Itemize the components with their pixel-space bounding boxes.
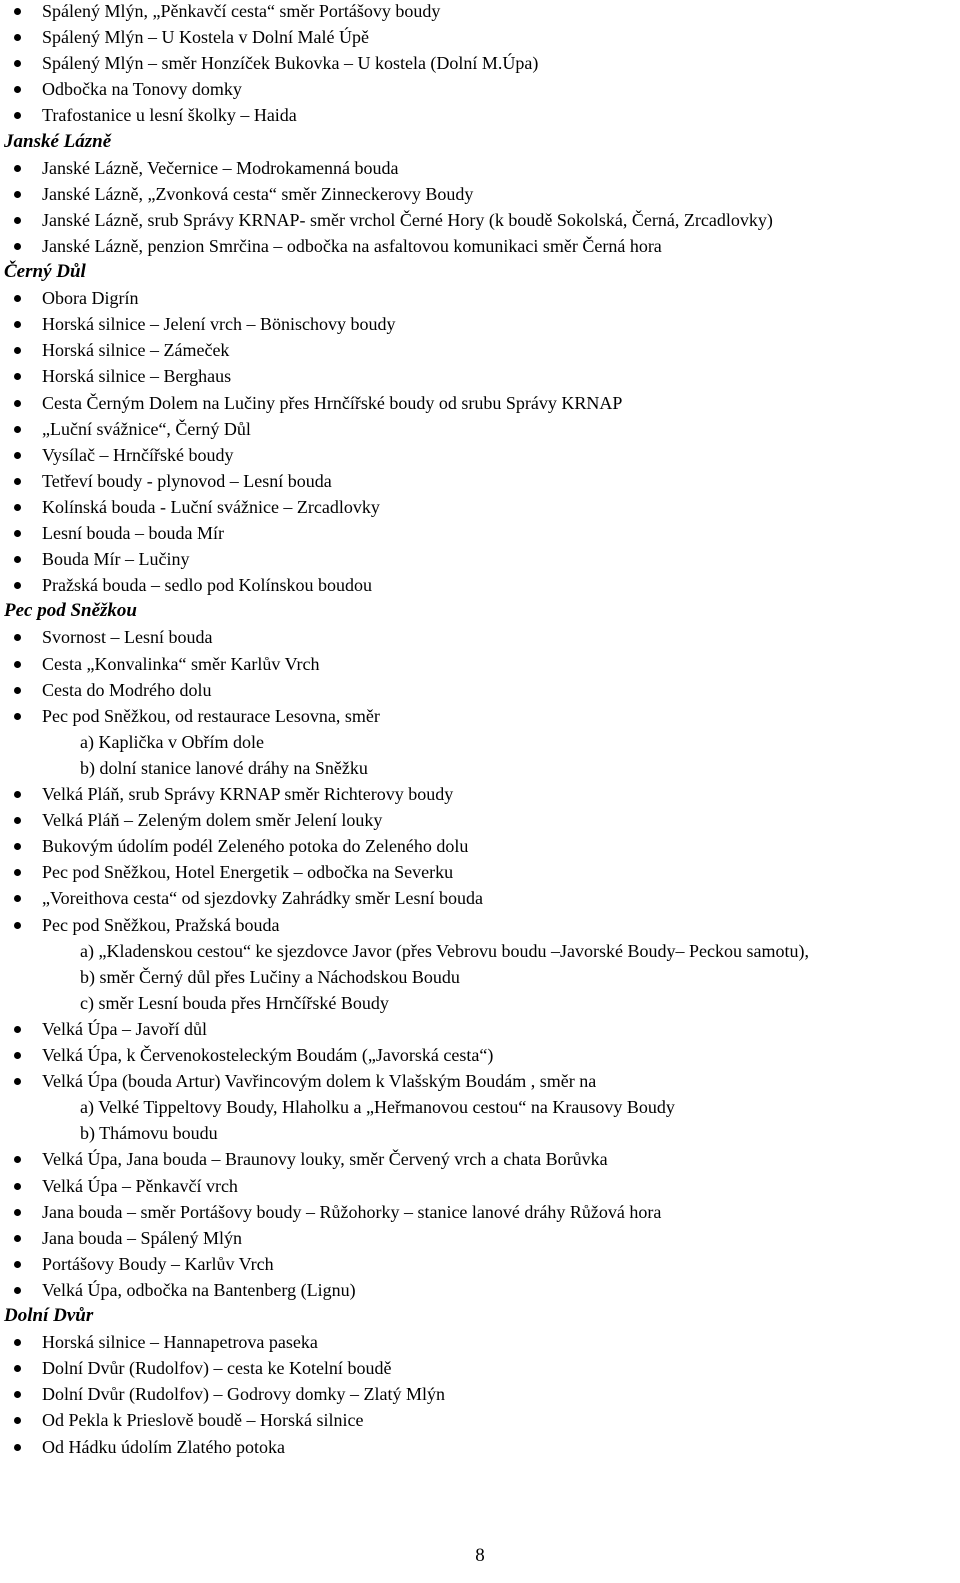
item-text: Pražská bouda – sedlo pod Kolínskou boudou [42, 575, 372, 596]
item-text: Odbočka na Tonovy domky [42, 79, 242, 100]
item-text: c) směr Lesní bouda přes Hrnčířské Boudy [80, 992, 389, 1013]
item-text: Velká Úpa, Jana bouda – Braunovy louky, směr Červený vrch a chata Borůvka [42, 1149, 608, 1170]
item-text: Od Hádku údolím Zlatého potoka [42, 1436, 285, 1457]
item-text: Velká Úpa (bouda Artur) Vavřincovým dolem k Vlašským Boudám , směr na [42, 1071, 597, 1092]
item-text: Janské Lázně, srub Správy KRNAP- směr vrchol Černé Hory (k boudě Sokolská, Černá, Zrcadlovky) [42, 209, 773, 230]
item-text: Obora Digrín [42, 288, 139, 309]
item-text: Horská silnice – Jelení vrch – Bönischovy boudy [42, 314, 396, 335]
item-text: Janské Lázně, „Zvonková cesta“ směr Zinneckerovy Boudy [42, 183, 474, 204]
item-text: b) směr Černý důl přes Lučiny a Náchodskou Boudu [80, 966, 460, 987]
item-text: Velká Úpa, k Červenokosteleckým Boudám („Javorská cesta“) [42, 1045, 494, 1065]
item-text: a) Kaplička v Obřím dole [80, 731, 264, 752]
item-text: Lesní bouda – bouda Mír [42, 523, 224, 543]
page-number: 8 [475, 1545, 485, 1566]
heading-text: Pec pod Sněžkou [4, 600, 137, 622]
heading-text: Dolní Dvůr [4, 1305, 94, 1326]
heading-text: Janské Lázně [4, 130, 112, 152]
item-text: Velká Úpa – Javoří důl [42, 1018, 207, 1039]
item-text: Bouda Mír – Lučiny [42, 549, 190, 570]
item-text: Velká Úpa, odbočka na Bantenberg (Lignu) [42, 1279, 356, 1300]
item-text: Pec pod Sněžkou, Pražská bouda [42, 914, 280, 935]
item-text: a) „Kladenskou cestou“ ke sjezdovce Javor (přes Vebrovu boudu –Javorské Boudy– Peckou samotu), [80, 940, 809, 961]
item-text: Spálený Mlýn – U Kostela v Dolní Malé Úpě [42, 27, 369, 48]
item-text: Jana bouda – Spálený Mlýn [42, 1227, 242, 1248]
item-text: Tetřeví boudy - plynovod – Lesní bouda [42, 470, 332, 491]
item-text: Horská silnice – Berghaus [42, 366, 232, 387]
item-text: Cesta do Modrého dolu [42, 679, 212, 700]
item-text: a) Velké Tippeltovy Boudy, Hlaholku a „Heřmanovou cestou“ na Krausovy Boudy [80, 1097, 675, 1118]
item-text: Horská silnice – Hannapetrova paseka [42, 1332, 318, 1353]
heading-text: Černý Důl [4, 261, 86, 282]
item-text: Trafostanice u lesní školky – Haida [42, 105, 297, 126]
item-text: b) Thámovu boudu [80, 1123, 218, 1144]
item-text: Spálený Mlýn – směr Honzíček Bukovka – U kostela (Dolní M.Úpa) [42, 53, 539, 74]
item-text: Bukovým údolím podél Zeleného potoka do Zeleného dolu [42, 836, 469, 857]
item-text: „Luční svážnice“, Černý Důl [42, 418, 251, 439]
item-text: b) dolní stanice lanové dráhy na Sněžku [80, 757, 368, 778]
item-text: Velká Pláň, srub Správy KRNAP směr Richterovy boudy [42, 784, 454, 804]
item-text: Cesta Černým Dolem na Lučiny přes Hrnčířské boudy od srubu Správy KRNAP [42, 392, 623, 413]
item-text: Spálený Mlýn, „Pěnkavčí cesta“ směr Portášovy boudy [42, 1, 441, 21]
item-text: Dolní Dvůr (Rudolfov) – Godrovy domky – Zlatý Mlýn [42, 1384, 445, 1405]
item-text: Jana bouda – směr Portášovy boudy – Růžohorky – stanice lanové dráhy Růžová hora [42, 1201, 662, 1222]
item-text: Pec pod Sněžkou, Hotel Energetik – odbočka na Severku [42, 862, 454, 883]
item-text: Svornost – Lesní bouda [42, 627, 213, 648]
item-text: Kolínská bouda - Luční svážnice – Zrcadlovky [42, 496, 380, 517]
item-text: Pec pod Sněžkou, od restaurace Lesovna, směr [42, 705, 380, 726]
item-text: Velká Pláň – Zeleným dolem směr Jelení louky [42, 810, 383, 831]
item-text: Vysílač – Hrnčířské boudy [42, 444, 234, 465]
item-text: Portášovy Boudy – Karlův Vrch [42, 1253, 274, 1274]
item-text: Horská silnice – Zámeček [42, 340, 230, 361]
item-text: „Voreithova cesta“ od sjezdovky Zahrádky směr Lesní bouda [42, 888, 484, 909]
item-text: Velká Úpa – Pěnkavčí vrch [42, 1175, 238, 1196]
item-text: Dolní Dvůr (Rudolfov) – cesta ke Kotelní boudě [42, 1358, 392, 1379]
item-text: Od Pekla k Prieslově boudě – Horská silnice [42, 1410, 364, 1431]
item-text: Janské Lázně, Večernice – Modrokamenná bouda [42, 157, 399, 178]
item-text: Cesta „Konvalinka“ směr Karlův Vrch [42, 653, 320, 674]
item-text: Janské Lázně, penzion Smrčina – odbočka na asfaltovou komunikaci směr Černá hora [42, 235, 662, 256]
